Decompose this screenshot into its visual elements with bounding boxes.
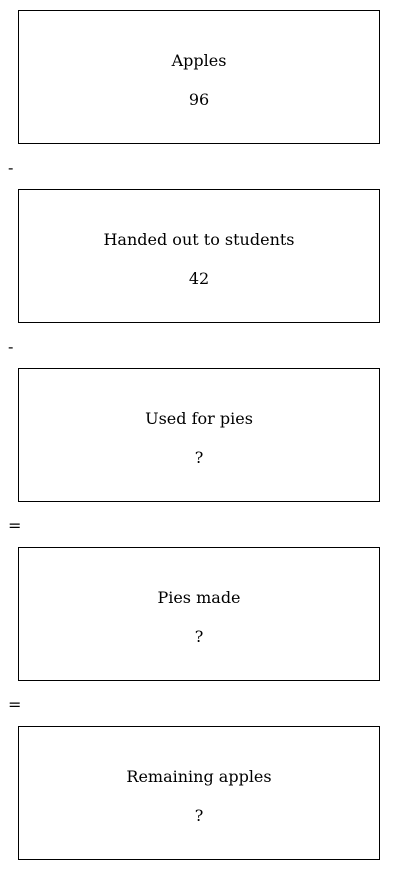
pies-made-box (18, 547, 380, 681)
box-label: Handed out to students (103, 230, 295, 249)
box-value: ? (194, 806, 204, 825)
minus-operator: - (8, 158, 14, 177)
equals-operator: = (8, 516, 22, 535)
box-value: 42 (188, 269, 210, 288)
minus-operator: - (8, 337, 14, 356)
box-label: Used for pies (145, 409, 253, 428)
box-value: ? (194, 627, 204, 646)
box-label: Pies made (157, 588, 241, 607)
box-value: ? (194, 448, 204, 467)
equals-operator: = (8, 695, 22, 714)
used-for-pies-box (18, 368, 380, 502)
box-label: Apples (171, 51, 227, 70)
box-value: 96 (188, 90, 210, 109)
remaining-apples-box (18, 726, 380, 860)
box-label: Remaining apples (126, 767, 272, 786)
apples-box (18, 10, 380, 144)
handed-out-box (18, 189, 380, 323)
